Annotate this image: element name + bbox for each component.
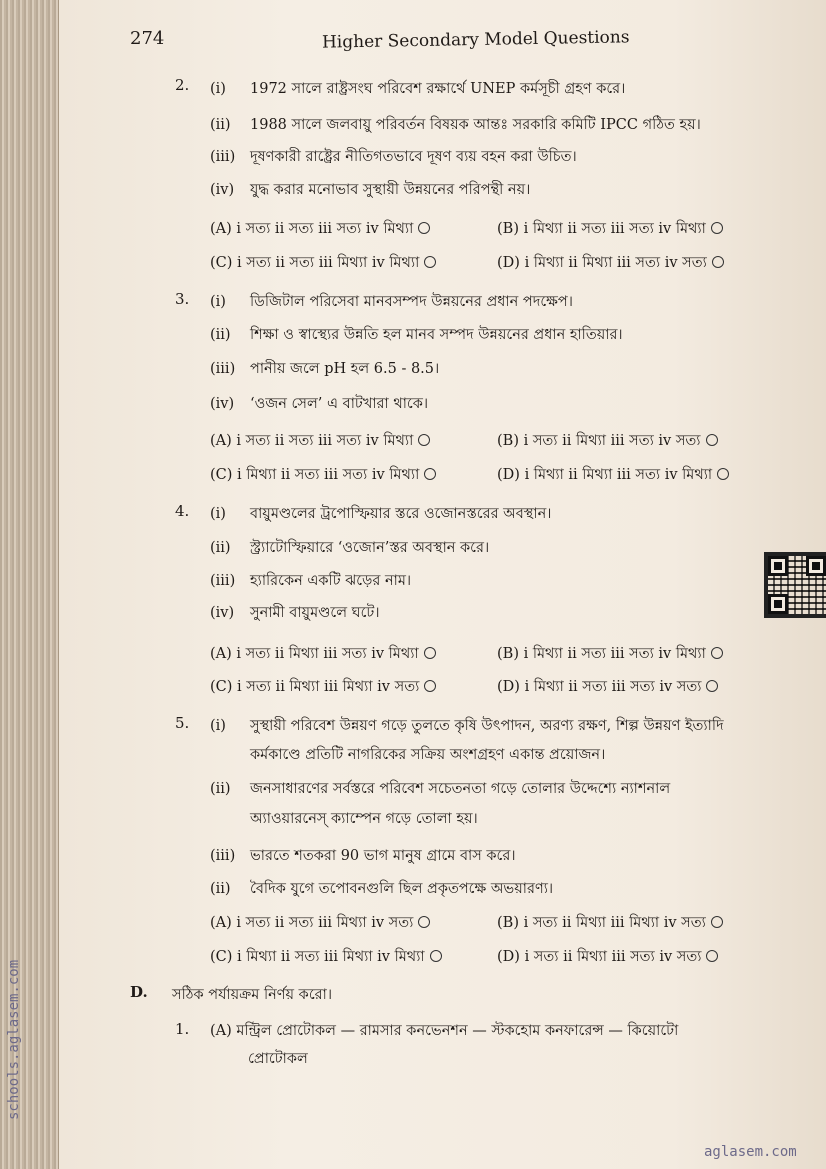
statement-continuation: কর্মকাণ্ডে প্রতিটি নাগরিকের সক্রিয় অংশগ্রহণ একান্ত প্রয়োজন। [250, 747, 606, 763]
option-text: i সত্য ii মিথ্যা iii সত্য iv সত্য [523, 433, 701, 449]
statement-text: সুস্থায়ী পরিবেশ উন্নয়ণ গড়ে তুলতে কৃষি উৎপাদন, অরণ্য রক্ষণ, শিল্প উন্নয়ণ ইত্যাদি [250, 718, 724, 734]
option-label: (B) [497, 433, 519, 449]
answer-option[interactable] [497, 912, 723, 936]
option-label: (C) [210, 949, 233, 965]
section-label: D. [130, 983, 148, 1001]
radio-circle-icon[interactable] [418, 916, 430, 928]
statement [210, 146, 577, 170]
option-text: i সত্য ii সত্য iii সত্য iv মিথ্যা [236, 221, 414, 237]
statement-label: (iv) [210, 182, 235, 198]
answer-option[interactable] [497, 252, 724, 276]
radio-circle-icon[interactable] [717, 468, 729, 480]
radio-circle-icon[interactable] [706, 680, 718, 692]
answer-option[interactable] [497, 643, 723, 667]
answer-option[interactable] [210, 218, 430, 242]
statement [210, 358, 439, 382]
statement-label: (iii) [210, 573, 236, 589]
option-label: (A) [210, 433, 232, 449]
option-text: i মিথ্যা ii সত্য iii সত্য iv সত্য [524, 679, 702, 695]
statement [210, 845, 516, 869]
option-text: i সত্য ii সত্য iii মিথ্যা iv সত্য [236, 915, 414, 931]
statement-label: (iii) [210, 361, 236, 377]
answer-option[interactable] [210, 676, 436, 700]
option-text: i মিথ্যা ii সত্য iii মিথ্যা iv মিথ্যা [237, 949, 425, 965]
statement [210, 878, 553, 902]
statement-label: (iv) [210, 605, 235, 621]
statement-label: (i) [210, 506, 226, 522]
watermark-bottom: aglasem.com [704, 1144, 797, 1160]
radio-circle-icon[interactable] [711, 222, 723, 234]
option-text: i মিথ্যা ii সত্য iii সত্য iv মিথ্যা [523, 646, 706, 662]
question-number: 4. [175, 502, 190, 520]
answer-option[interactable] [210, 464, 436, 488]
statement-text: যুদ্ধ করার মনোভাব সুস্থায়ী উন্নয়নের পরিপন্থী নয়। [250, 182, 531, 198]
statement-label: (iii) [210, 848, 236, 864]
option-text: i সত্য ii মিথ্যা iii মিথ্যা iv সত্য [523, 915, 706, 931]
statement-text: ডিজিটাল পরিসেবা মানবসম্পদ উন্নয়নের প্রধান পদক্ষেপ। [250, 294, 573, 310]
question-number: 2. [175, 76, 190, 94]
option-label: (B) [497, 646, 519, 662]
radio-circle-icon[interactable] [424, 468, 436, 480]
statement-label: (ii) [210, 781, 231, 797]
statement-label: (ii) [210, 881, 231, 897]
answer-option[interactable] [497, 218, 723, 242]
option-label: (A) [210, 646, 232, 662]
statement [210, 291, 573, 315]
option-text: i মিথ্যা ii সত্য iii সত্য iv মিথ্যা [237, 467, 420, 483]
option-text: i মিথ্যা ii মিথ্যা iii সত্য iv মিথ্যা [524, 467, 713, 483]
answer-option[interactable] [497, 430, 718, 454]
option-text: মন্ট্রিল প্রোটোকল — রামসার কনভেনশন — স্টকহোম কনফারেন্স — কিয়োটো [236, 1023, 679, 1039]
statement-text: পানীয় জলে pH হল 6.5 - 8.5। [250, 361, 440, 377]
option-continuation: প্রোটোকল [248, 1051, 308, 1067]
sequence-option[interactable] [210, 1020, 678, 1044]
option-text: i সত্য ii মিথ্যা iii মিথ্যা iv সত্য [237, 679, 420, 695]
qr-code-icon[interactable] [764, 552, 826, 618]
statement [210, 602, 380, 626]
option-label: (A) [210, 221, 232, 237]
statement [210, 537, 489, 561]
radio-circle-icon[interactable] [430, 950, 442, 962]
statement [210, 778, 670, 802]
statement [210, 78, 625, 102]
question-number: 1. [175, 1020, 190, 1038]
statement [210, 114, 701, 138]
answer-option[interactable] [210, 252, 436, 276]
statement-text: বৈদিক যুগে তপোবনগুলি ছিল প্রকৃতপক্ষে অভয়ারণ্য। [250, 881, 554, 897]
option-text: i সত্য ii সত্য iii সত্য iv মিথ্যা [236, 433, 414, 449]
answer-option[interactable] [210, 946, 442, 970]
statement-text: 1972 সালে রাষ্ট্রসংঘ পরিবেশ রক্ষার্থে UNEP কর্মসূচী গ্রহণ করে। [250, 81, 626, 97]
qr-finder [768, 594, 788, 614]
option-text: i মিথ্যা ii সত্য iii সত্য iv মিথ্যা [523, 221, 706, 237]
option-label: (B) [497, 915, 519, 931]
running-head: Higher Secondary Model Questions [321, 27, 630, 53]
statement-label: (ii) [210, 540, 231, 556]
statement-text: বায়ুমণ্ডলের ট্রপোস্ফিয়ার স্তরে ওজোনস্তরের অবস্থান। [250, 506, 552, 522]
option-label: (D) [497, 255, 520, 271]
statement-label: (iv) [210, 396, 235, 412]
radio-circle-icon[interactable] [712, 256, 724, 268]
radio-circle-icon[interactable] [706, 434, 718, 446]
page-number: 274 [130, 28, 165, 49]
answer-option[interactable] [210, 643, 436, 667]
radio-circle-icon[interactable] [424, 647, 436, 659]
answer-option[interactable] [210, 430, 430, 454]
statement-label: (i) [210, 81, 226, 97]
question-number: 5. [175, 714, 190, 732]
statement [210, 503, 551, 527]
statement-label: (ii) [210, 117, 231, 133]
section-heading: সঠিক পর্যায়ক্রম নির্ণয় করো। [172, 987, 333, 1003]
option-text: i সত্য ii মিথ্যা iii সত্য iv মিথ্যা [236, 646, 419, 662]
option-text: i মিথ্যা ii মিথ্যা iii সত্য iv সত্য [524, 255, 707, 271]
statement-text: দূষণকারী রাষ্ট্রের নীতিগতভাবে দূষণ ব্যয় বহন করা উচিত। [250, 149, 577, 165]
statement-text: 1988 সালে জলবায়ু পরিবর্তন বিষয়ক আন্তঃ সরকারি কমিটি IPCC গঠিত হয়। [250, 117, 701, 133]
statement-text: জনসাধারণের সর্বস্তরে পরিবেশ সচেতনতা গড়ে তোলার উদ্দেশ্যে ন্যাশনাল [250, 781, 671, 797]
statement-label: (ii) [210, 327, 231, 343]
answer-option[interactable] [210, 912, 430, 936]
option-label: (A) [210, 915, 232, 931]
radio-circle-icon[interactable] [418, 434, 430, 446]
qr-finder [768, 556, 788, 576]
option-label: (C) [210, 679, 233, 695]
answer-option[interactable] [497, 946, 718, 970]
statement [210, 393, 428, 417]
statement [210, 179, 530, 203]
radio-circle-icon[interactable] [706, 950, 718, 962]
option-text: i সত্য ii মিথ্যা iii সত্য iv সত্য [524, 949, 702, 965]
statement [210, 570, 411, 594]
option-label: (D) [497, 949, 520, 965]
statement-label: (i) [210, 294, 226, 310]
radio-circle-icon[interactable] [424, 680, 436, 692]
option-label: (C) [210, 467, 233, 483]
option-label: (B) [497, 221, 519, 237]
qr-finder [806, 556, 826, 576]
statement-text: সুনামী বায়ুমণ্ডলে ঘটে। [250, 605, 380, 621]
statement-text: ‘ওজন সেল’ এ বাটখারা থাকে। [250, 396, 429, 412]
statement [210, 715, 724, 739]
radio-circle-icon[interactable] [711, 916, 723, 928]
watermark-side: schools.aglasem.com [6, 959, 22, 1120]
option-label: (D) [497, 467, 520, 483]
statement-label: (iii) [210, 149, 236, 165]
option-label: (A) [210, 1023, 232, 1039]
statement-text: শিক্ষা ও স্বাস্থ্যের উন্নতি হল মানব সম্পদ উন্নয়নের প্রধান হাতিয়ার। [250, 327, 623, 343]
statement-text: ভারতে শতকরা 90 ভাগ মানুষ গ্রামে বাস করে। [250, 848, 516, 864]
statement-label: (i) [210, 718, 226, 734]
option-label: (C) [210, 255, 233, 271]
radio-circle-icon[interactable] [711, 647, 723, 659]
option-text: i সত্য ii সত্য iii মিথ্যা iv মিথ্যা [237, 255, 420, 271]
statement-text: হ্যারিকেন একটি ঝড়ের নাম। [250, 573, 412, 589]
answer-option[interactable] [497, 464, 729, 488]
radio-circle-icon[interactable] [418, 222, 430, 234]
radio-circle-icon[interactable] [424, 256, 436, 268]
statement [210, 324, 623, 348]
statement-text: স্ট্র্যাটোস্ফিয়ারে ‘ওজোন’স্তর অবস্থান করে। [250, 540, 490, 556]
option-label: (D) [497, 679, 520, 695]
statement-continuation: অ্যাওয়ারনেস্ ক্যাম্পেন গড়ে তোলা হয়। [250, 811, 478, 827]
question-number: 3. [175, 290, 190, 308]
answer-option[interactable] [497, 676, 718, 700]
